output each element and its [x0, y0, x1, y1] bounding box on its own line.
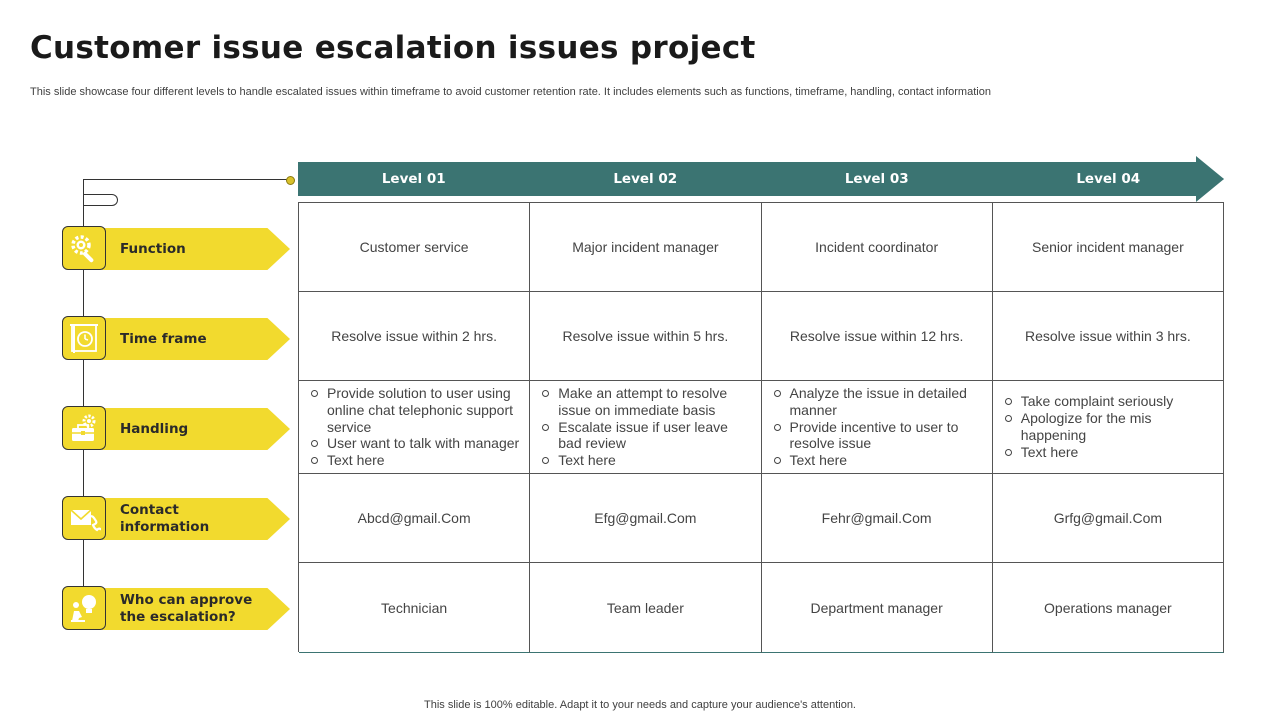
person-lightbulb-icon	[62, 586, 106, 630]
table-cell: Operations manager	[993, 563, 1224, 653]
page-title: Customer issue escalation issues project	[30, 30, 756, 66]
row-label-text: Who can approve the escalation?	[120, 592, 253, 625]
gear-wrench-icon	[62, 226, 106, 270]
level-header: Level 01	[381, 171, 446, 187]
row-label-text: Handling	[120, 420, 189, 437]
row-label-text: Time frame	[120, 330, 207, 347]
list-item: Provide solution to user using online chat telephonic support service	[309, 385, 521, 435]
row-label-time-frame	[62, 316, 290, 360]
table-cell-email: Grfg@gmail.Com	[993, 474, 1224, 563]
list-item: Text here	[772, 452, 984, 469]
row-label-text: Contact information	[120, 502, 210, 535]
connector-dot	[286, 176, 295, 185]
table-cell: Senior incident manager	[993, 203, 1224, 292]
clock-board-icon	[62, 316, 106, 360]
table-cell: Department manager	[762, 563, 993, 653]
connector-hook	[83, 194, 118, 206]
table-cell: Major incident manager	[530, 203, 761, 292]
list-item: Text here	[309, 452, 521, 469]
escalation-table	[298, 202, 1224, 652]
table-cell-list	[993, 381, 1224, 474]
table-cell: Customer service	[299, 203, 530, 292]
list-item: Apologize for the mis happening	[1003, 410, 1215, 444]
table-cell-email: Fehr@gmail.Com	[762, 474, 993, 563]
envelope-phone-icon	[62, 496, 106, 540]
table-cell: Resolve issue within 12 hrs.	[762, 292, 993, 381]
table-cell: Technician	[299, 563, 530, 653]
table-cell: Incident coordinator	[762, 203, 993, 292]
table-cell-list	[530, 381, 761, 474]
list-item: User want to talk with manager	[309, 435, 521, 452]
footer-note: This slide is 100% editable. Adapt it to your needs and capture your audience's attention.	[424, 699, 856, 711]
list-item: Analyze the issue in detailed manner	[772, 385, 984, 419]
table-cell: Resolve issue within 5 hrs.	[530, 292, 761, 381]
table-cell: Team leader	[530, 563, 761, 653]
table-cell: Resolve issue within 2 hrs.	[299, 292, 530, 381]
toolbox-gear-icon	[62, 406, 106, 450]
table-cell-email: Abcd@gmail.Com	[299, 474, 530, 563]
list-item: Escalate issue if user leave bad review	[540, 419, 752, 453]
row-label-text: Function	[120, 240, 186, 257]
connector-horizontal-line	[83, 179, 291, 180]
list-item: Provide incentive to user to resolve issue	[772, 419, 984, 453]
page-subtitle: This slide showcase four different levels to handle escalated issues within timeframe to avoid customer retention rate. It includes elements such as functions, timeframe, handling, contact information	[30, 86, 991, 98]
row-label-who-can-approve	[62, 586, 290, 630]
list-item: Text here	[1003, 444, 1215, 461]
row-label-contact-information	[62, 496, 290, 540]
table-cell-list	[762, 381, 993, 474]
row-label-function	[62, 226, 290, 270]
table-cell-email: Efg@gmail.Com	[530, 474, 761, 563]
table-cell: Resolve issue within 3 hrs.	[993, 292, 1224, 381]
list-item: Take complaint seriously	[1003, 393, 1215, 410]
row-label-handling	[62, 406, 290, 450]
list-item: Text here	[540, 452, 752, 469]
table-cell-list	[299, 381, 530, 474]
levels-header-arrow	[298, 156, 1224, 202]
level-header: Level 03	[844, 171, 909, 187]
level-header: Level 04	[1076, 171, 1141, 187]
level-header: Level 02	[613, 171, 678, 187]
list-item: Make an attempt to resolve issue on immediate basis	[540, 385, 752, 419]
